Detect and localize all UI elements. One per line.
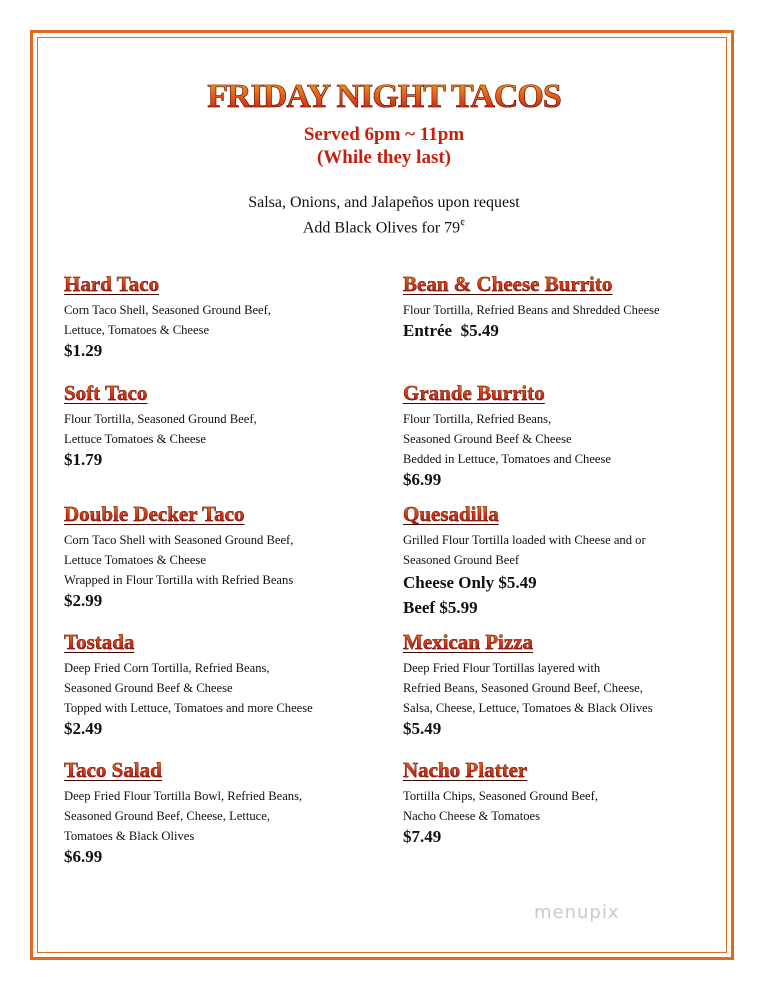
menu-item-nacho-platter: [403, 758, 598, 848]
item-price-beef: Beef $5.99: [403, 598, 478, 617]
description-line: Deep Fried Flour Tortilla Bowl, Refried Beans,: [64, 789, 303, 803]
description-line: Deep Fried Flour Tortillas layered with: [403, 661, 601, 675]
description-line: Topped with Lettuce, Tomatoes and more Cheese: [64, 701, 313, 715]
menu-item-hard-taco: [64, 272, 271, 362]
menu-item-soft-taco: [64, 381, 257, 471]
item-description: [403, 300, 660, 320]
cent-sign: ¢: [460, 218, 466, 229]
item-description: [64, 658, 313, 718]
item-price-cheese: Cheese Only $5.49: [403, 573, 537, 592]
item-description: [403, 530, 646, 570]
item-description: [403, 658, 653, 718]
description-line: Flour Tortilla, Refried Beans and Shredded Cheese: [403, 303, 660, 317]
item-name: Mexican Pizza: [403, 630, 534, 654]
description-line: Seasoned Ground Beef, Cheese, Lettuce,: [64, 809, 270, 823]
description-line: Lettuce Tomatoes & Cheese: [64, 432, 206, 446]
item-name: Bean & Cheese Burrito: [403, 272, 613, 296]
item-price: $1.79: [64, 450, 103, 469]
item-name: Hard Taco: [64, 272, 160, 296]
item-description: [64, 300, 271, 340]
olives-note-text: Add Black Olives for 79: [302, 219, 461, 237]
availability-note: (While they last): [316, 147, 452, 168]
item-price: $7.49: [403, 827, 442, 846]
served-hours: Served 6pm ~ 11pm: [303, 124, 465, 145]
description-line: Flour Tortilla, Seasoned Ground Beef,: [64, 412, 257, 426]
menu-item-quesadilla: [403, 502, 646, 620]
item-price: $5.49: [403, 719, 442, 738]
description-line: Wrapped in Flour Tortilla with Refried Beans: [64, 573, 294, 587]
description-line: Flour Tortilla, Refried Beans,: [403, 412, 552, 426]
description-line: Corn Taco Shell, Seasoned Ground Beef,: [64, 303, 271, 317]
menu-item-taco-salad: [64, 758, 302, 868]
item-description: [64, 530, 293, 590]
description-line: Salsa, Cheese, Lettuce, Tomatoes & Black Olives: [403, 701, 653, 715]
olives-note: [0, 218, 768, 237]
description-line: Seasoned Ground Beef & Cheese: [403, 432, 572, 446]
description-line: Bedded in Lettuce, Tomatoes and Cheese: [403, 452, 612, 466]
description-line: Corn Taco Shell with Seasoned Ground Beef,: [64, 533, 294, 547]
item-name: Double Decker Taco: [64, 502, 245, 526]
description-line: Nacho Cheese & Tomatoes: [403, 809, 541, 823]
item-name: Quesadilla: [403, 502, 499, 526]
menu-title: FRIDAY NIGHT TACOS: [0, 78, 768, 116]
item-price: $2.99: [64, 591, 103, 610]
item-price: Entrée $5.49: [403, 321, 499, 340]
item-name: Taco Salad: [64, 758, 162, 782]
item-price: $6.99: [403, 470, 442, 489]
item-name: Soft Taco: [64, 381, 148, 405]
menu-item-double-decker-taco: [64, 502, 293, 612]
description-line: Tomatoes & Black Olives: [64, 829, 195, 843]
description-line: Grilled Flour Tortilla loaded with Cheese and or: [403, 533, 646, 547]
item-name: Tostada: [64, 630, 135, 654]
item-price: $2.49: [64, 719, 103, 738]
item-description: [403, 786, 598, 826]
item-description: [403, 409, 611, 469]
description-line: Lettuce Tomatoes & Cheese: [64, 553, 206, 567]
description-line: Lettuce, Tomatoes & Cheese: [64, 323, 210, 337]
description-line: Seasoned Ground Beef: [403, 553, 520, 567]
item-price: $6.99: [64, 847, 103, 866]
item-description: [64, 786, 302, 846]
description-line: Refried Beans, Seasoned Ground Beef, Cheese,: [403, 681, 643, 695]
menu-item-mexican-pizza: [403, 630, 653, 740]
item-description: [64, 409, 257, 449]
description-line: Seasoned Ground Beef & Cheese: [64, 681, 233, 695]
description-line: Deep Fried Corn Tortilla, Refried Beans,: [64, 661, 270, 675]
menu-item-grande-burrito: [403, 381, 611, 491]
menu-item-bean-cheese-burrito: [403, 272, 660, 342]
item-price: $1.29: [64, 341, 103, 360]
item-name: Grande Burrito: [403, 381, 545, 405]
menu-item-tostada: [64, 630, 313, 740]
menupix-watermark: menupix: [534, 902, 620, 923]
description-line: Tortilla Chips, Seasoned Ground Beef,: [403, 789, 598, 803]
item-name: Nacho Platter: [403, 758, 528, 782]
condiments-note: Salsa, Onions, and Jalapeños upon request: [248, 194, 520, 211]
